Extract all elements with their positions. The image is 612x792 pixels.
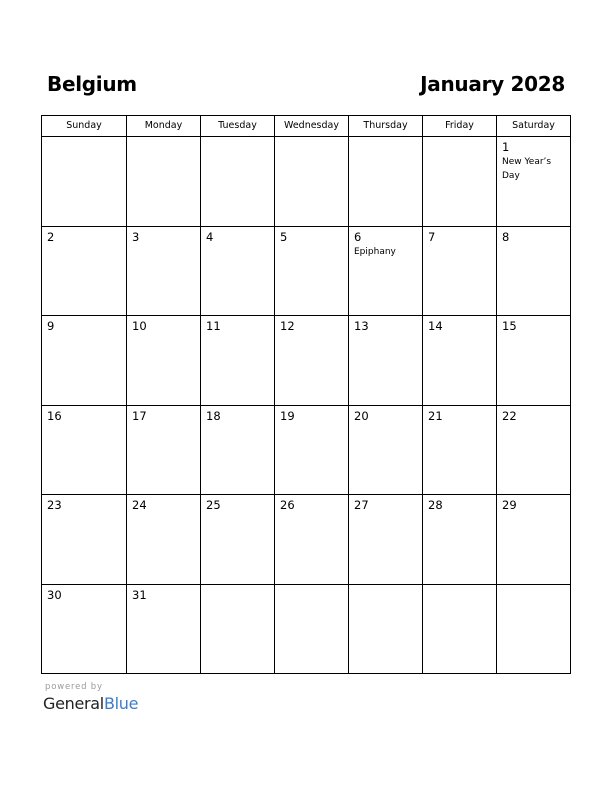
day-number: 2 bbox=[47, 229, 55, 244]
day-number: 5 bbox=[280, 229, 288, 244]
day-number: 19 bbox=[280, 408, 295, 423]
day-number: 7 bbox=[428, 229, 436, 244]
day-cell bbox=[423, 316, 497, 406]
weekday-header: Sunday bbox=[42, 116, 127, 137]
day-number: 25 bbox=[206, 498, 221, 512]
day-cell bbox=[349, 584, 423, 674]
day-number: 6 bbox=[354, 229, 362, 244]
day-cell bbox=[497, 226, 571, 316]
day-cell bbox=[201, 495, 275, 585]
day-number: 31 bbox=[132, 587, 147, 602]
day-number: 13 bbox=[354, 319, 369, 333]
day-number: 8 bbox=[502, 229, 510, 244]
day-cell bbox=[497, 495, 571, 585]
day-cell bbox=[275, 405, 349, 495]
day-cell bbox=[127, 584, 201, 674]
day-number: 17 bbox=[132, 408, 147, 423]
day-cell bbox=[497, 316, 571, 406]
weekday-header: Thursday bbox=[349, 116, 423, 137]
country-title: Belgium bbox=[47, 72, 137, 96]
day-cell bbox=[349, 405, 423, 495]
day-cell bbox=[42, 584, 127, 674]
brand-blue-text: Blue bbox=[103, 694, 139, 713]
week-row bbox=[42, 405, 571, 495]
calendar-body bbox=[42, 137, 571, 674]
weekday-header: Saturday bbox=[497, 116, 571, 137]
day-number: 26 bbox=[280, 498, 295, 512]
weekday-header-row bbox=[42, 116, 571, 137]
day-cell bbox=[127, 316, 201, 406]
day-number: 30 bbox=[47, 587, 62, 602]
day-cell bbox=[127, 495, 201, 585]
holiday-label: New Year’s Day bbox=[502, 157, 552, 181]
day-cell bbox=[275, 584, 349, 674]
day-number: 29 bbox=[502, 498, 517, 512]
day-cell bbox=[201, 137, 275, 227]
day-cell bbox=[349, 137, 423, 227]
day-number: 18 bbox=[206, 408, 221, 423]
day-cell bbox=[275, 495, 349, 585]
day-number: 10 bbox=[132, 319, 147, 333]
day-number: 3 bbox=[132, 229, 140, 244]
day-cell bbox=[42, 495, 127, 585]
generalblue-logo bbox=[43, 694, 138, 714]
day-cell bbox=[349, 316, 423, 406]
day-cell bbox=[349, 495, 423, 585]
day-number: 27 bbox=[354, 498, 369, 512]
day-cell bbox=[127, 226, 201, 316]
day-number: 14 bbox=[428, 319, 443, 333]
day-number: 15 bbox=[502, 319, 517, 333]
day-number: 16 bbox=[47, 408, 62, 423]
day-cell bbox=[42, 316, 127, 406]
day-cell bbox=[423, 584, 497, 674]
week-row bbox=[42, 137, 571, 227]
day-cell bbox=[201, 226, 275, 316]
day-cell bbox=[201, 584, 275, 674]
day-cell bbox=[127, 405, 201, 495]
day-number: 12 bbox=[280, 319, 295, 333]
day-cell bbox=[497, 584, 571, 674]
day-number: 21 bbox=[428, 408, 443, 423]
week-row bbox=[42, 316, 571, 406]
day-cell bbox=[349, 226, 423, 316]
day-number: 9 bbox=[47, 319, 55, 333]
day-cell bbox=[275, 137, 349, 227]
day-number: 20 bbox=[354, 408, 369, 423]
day-cell bbox=[42, 226, 127, 316]
day-cell bbox=[497, 405, 571, 495]
day-number: 24 bbox=[132, 498, 147, 512]
weekday-header: Tuesday bbox=[201, 116, 275, 137]
powered-by-text: powered by bbox=[45, 682, 103, 692]
day-cell bbox=[275, 226, 349, 316]
day-cell bbox=[201, 405, 275, 495]
day-number: 28 bbox=[428, 498, 443, 512]
brand-general-text: General bbox=[43, 694, 104, 713]
week-row bbox=[42, 584, 571, 674]
month-title: January 2028 bbox=[420, 72, 565, 96]
weekday-header: Monday bbox=[127, 116, 201, 137]
day-cell bbox=[275, 316, 349, 406]
day-number: 4 bbox=[206, 229, 214, 244]
week-row bbox=[42, 226, 571, 316]
day-cell bbox=[201, 316, 275, 406]
day-cell bbox=[42, 137, 127, 227]
footer-branding bbox=[43, 682, 138, 714]
day-cell bbox=[423, 137, 497, 227]
holiday-label: Epiphany bbox=[354, 246, 396, 257]
weekday-header: Friday bbox=[423, 116, 497, 137]
day-number: 1 bbox=[502, 140, 510, 154]
page-header bbox=[45, 70, 565, 100]
week-row bbox=[42, 495, 571, 585]
day-cell bbox=[423, 226, 497, 316]
day-number: 23 bbox=[47, 498, 62, 512]
calendar-grid bbox=[41, 115, 571, 674]
day-cell bbox=[423, 495, 497, 585]
day-number: 11 bbox=[206, 319, 221, 333]
day-cell bbox=[42, 405, 127, 495]
day-cell bbox=[127, 137, 201, 227]
day-number: 22 bbox=[502, 408, 517, 423]
weekday-header: Wednesday bbox=[275, 116, 349, 137]
day-cell bbox=[423, 405, 497, 495]
day-cell bbox=[497, 137, 571, 227]
